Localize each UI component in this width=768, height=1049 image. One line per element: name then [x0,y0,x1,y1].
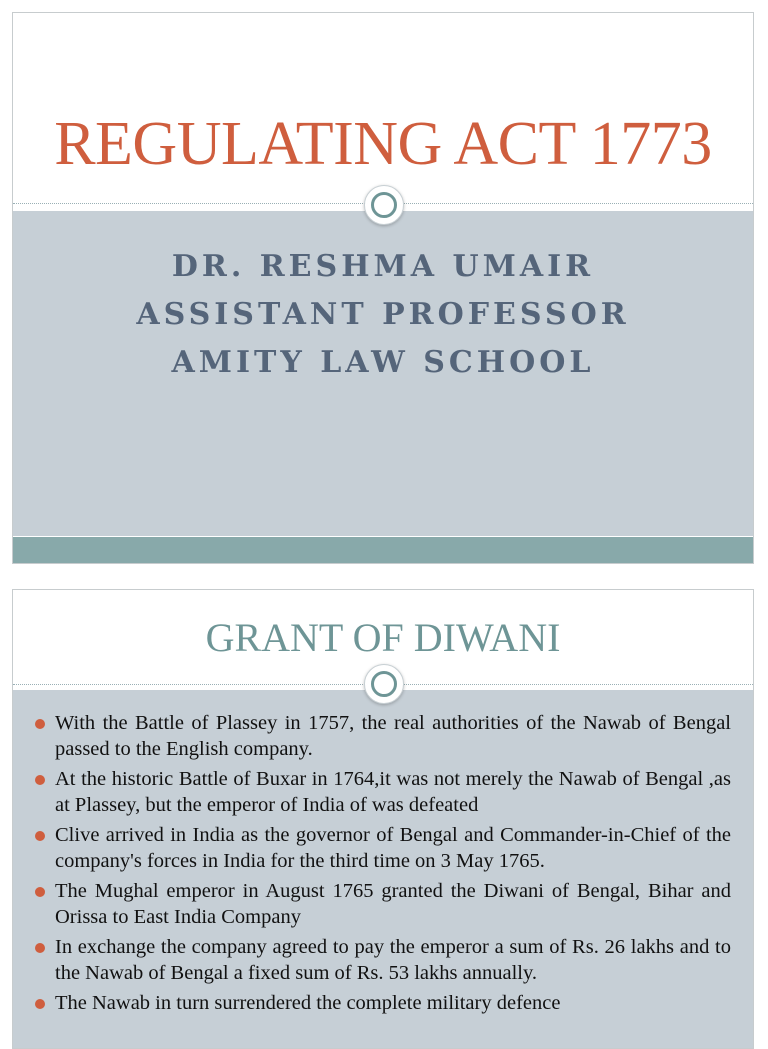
ring-ornament-icon [364,664,404,704]
bullet-icon [35,943,45,953]
bullet-text: In exchange the company agreed to pay the emperor a sum of Rs. 26 lakhs and to the Nawab of Bengal a fixed sum of Rs. 53 lakhs annually. [55,936,731,984]
author-position: ASSISTANT PROFESSOR [136,297,630,332]
title-slide [12,12,754,564]
list-item [33,934,731,986]
title-area [13,13,753,205]
footer-bar [13,537,753,563]
ring-ornament-icon [364,185,404,225]
bullet-icon [35,775,45,785]
bullet-text: With the Battle of Plassey in 1757, the real authorities of the Nawab of Bengal passed to the English company. [55,712,731,760]
list-item [33,710,731,762]
bullet-text: The Mughal emperor in August 1765 granted the Diwani of Bengal, Bihar and Orissa to East India Company [55,880,731,928]
author-name: DR. RESHMA UMAIR [171,249,595,284]
bullet-list [33,710,731,1020]
list-item [33,990,731,1016]
bullet-icon [35,719,45,729]
content-slide [12,589,754,1049]
bullet-icon [35,831,45,841]
list-item [33,878,731,930]
bullet-text: The Nawab in turn surrendered the complete military defence [55,992,561,1014]
bullet-text: At the historic Battle of Buxar in 1764,it was not merely the Nawab of Bengal ,as at Plassey, but the emperor of India of was defeated [55,768,731,816]
slide-title: REGULATING ACT 1773 [54,110,712,178]
list-item [33,766,731,818]
author-institution: AMITY LAW SCHOOL [171,345,595,380]
bullet-icon [35,887,45,897]
slide-title: GRANT OF DIWANI [205,615,561,660]
list-item [33,822,731,874]
bullet-text: Clive arrived in India as the governor of Bengal and Commander-in-Chief of the company's forces in India for the third time on 3 May 1765. [55,824,731,872]
bullet-icon [35,999,45,1009]
author-block [13,243,753,387]
